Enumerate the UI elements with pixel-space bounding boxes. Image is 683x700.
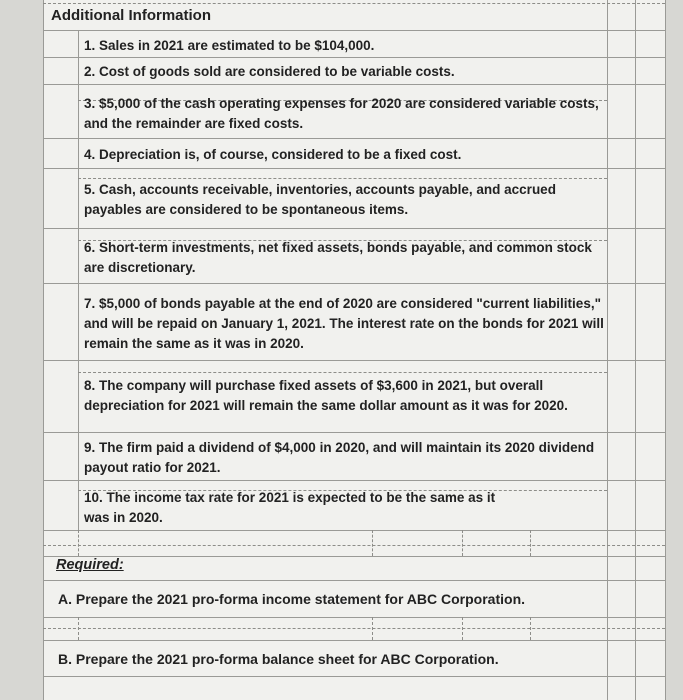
dashed-line — [78, 530, 79, 556]
required-label: Required: — [56, 557, 124, 573]
grid-line — [43, 138, 665, 139]
grid-line — [665, 0, 666, 700]
dashed-line — [530, 617, 531, 640]
note-7: 7. $5,000 of bonds payable at the end of 2020 are considered "current liabilities," and will be repaid on January 1, 2021. The interest rate on the bonds for 2021 will remain the same as it was in 2020. — [84, 296, 604, 351]
note-9: 9. The firm paid a dividend of $4,000 in 2020, and will maintain its 2020 dividend payout ratio for 2021. — [84, 440, 595, 475]
grid-line — [43, 640, 665, 641]
note-2: 2. Cost of goods sold are considered to be variable costs. — [84, 64, 455, 79]
section-title: Additional Information — [51, 7, 211, 24]
grid-line — [78, 30, 79, 530]
note-8: 8. The company will purchase fixed assets of $3,600 in 2021, but overall depreciation for 2021 will remain the same dollar amount as it was for 2020. — [84, 378, 568, 413]
grid-line — [635, 0, 636, 700]
dashed-line — [372, 617, 373, 640]
grid-line — [607, 0, 608, 700]
grid-line — [43, 84, 665, 85]
part-a: A. Prepare the 2021 pro-forma income statement for ABC Corporation. — [58, 591, 526, 607]
dashed-line — [43, 3, 665, 4]
grid-line — [43, 228, 665, 229]
part-b: B. Prepare the 2021 pro-forma balance sheet for ABC Corporation. — [58, 651, 499, 667]
grid-line — [43, 580, 665, 581]
grid-line — [43, 530, 665, 531]
grid-line — [43, 283, 665, 284]
grid-line — [43, 480, 665, 481]
grid-line — [43, 676, 665, 677]
dashed-line — [462, 617, 463, 640]
right-margin — [665, 0, 683, 700]
grid-line — [43, 0, 44, 700]
dashed-line — [462, 530, 463, 556]
dashed-line — [43, 545, 665, 546]
note-10: 10. The income tax rate for 2021 is expected to be the same as it was in 2020. — [84, 490, 496, 525]
dashed-line — [530, 530, 531, 556]
grid-line — [43, 617, 665, 618]
grid-line — [43, 168, 665, 169]
grid-line — [43, 30, 665, 31]
grid-line — [43, 360, 665, 361]
dashed-line — [372, 530, 373, 556]
dashed-line — [78, 617, 79, 640]
grid-line — [43, 432, 665, 433]
note-5: 5. Cash, accounts receivable, inventories, accounts payable, and accrued payables are considered to be spontaneous items. — [84, 182, 556, 217]
note-1: 1. Sales in 2021 are estimated to be $104,000. — [84, 38, 375, 53]
dashed-line — [78, 178, 607, 179]
left-margin — [0, 0, 43, 700]
grid-line — [43, 57, 665, 58]
grid-line — [43, 556, 665, 557]
note-4: 4. Depreciation is, of course, considered to be a fixed cost. — [84, 147, 462, 162]
note-6: 6. Short-term investments, net fixed assets, bonds payable, and common stock are discretionary. — [84, 240, 592, 275]
dashed-line — [43, 628, 665, 629]
dashed-line — [78, 372, 607, 373]
note-3: 3. $5,000 of the cash operating expenses for 2020 are considered variable costs, and the remainder are fixed costs. — [84, 96, 599, 131]
